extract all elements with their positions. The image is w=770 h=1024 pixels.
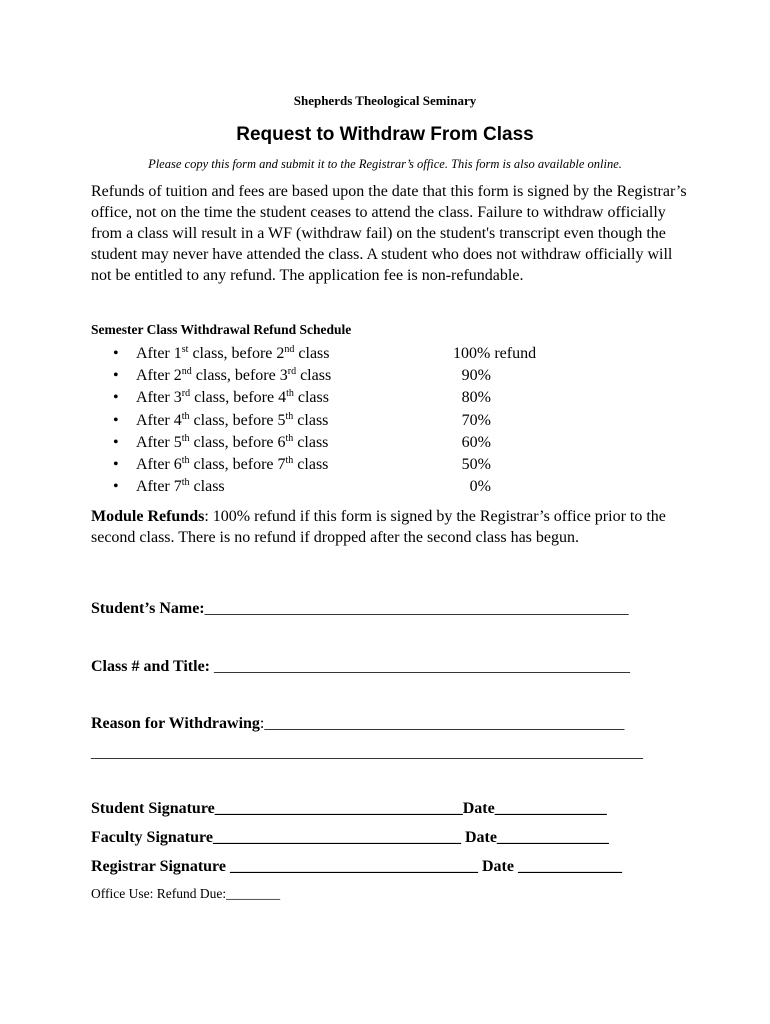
office-use-label: Office Use: Refund Due: (91, 886, 227, 901)
refund-schedule-condition: After 1st class, before 2nd class (136, 344, 330, 362)
refund-schedule-percent: 50% (461, 455, 491, 473)
refund-schedule-list (91, 345, 651, 500)
refund-schedule-row (91, 478, 651, 500)
student-signature-date-line[interactable]: ______________ (494, 800, 607, 817)
refund-schedule-percent: 80% (461, 389, 491, 407)
class-title-line[interactable]: ____________________________________________________ (210, 658, 630, 675)
refund-schedule-condition: After 2nd class, before 3rd class (136, 366, 332, 385)
refund-schedule-condition: After 3rd class, before 4th class (136, 388, 329, 407)
refund-schedule-condition: After 5th class, before 6th class (136, 432, 329, 451)
module-refunds-paragraph (91, 506, 671, 548)
refund-schedule-row (91, 345, 651, 367)
faculty-signature-date-line[interactable]: ______________ (496, 829, 609, 846)
refund-schedule-condition: After 6th class, before 7th class (136, 454, 329, 473)
reason-label: Reason for Withdrawing (91, 715, 260, 732)
faculty-signature-field[interactable] (91, 829, 609, 847)
refund-schedule-row (91, 412, 651, 434)
student-signature-date-label: Date (462, 800, 495, 817)
bullet-icon: • (113, 455, 119, 473)
registrar-signature-date-label: Date (477, 858, 514, 875)
reason-line-2[interactable]: _____________________________________________________________________ (91, 744, 643, 761)
reason-field[interactable] (91, 715, 624, 733)
refund-policy-paragraph: Refunds of tuition and fees are based upon the date that this form is signed by the Registrar’s office, not on the time the student ceases to attend the class. Failure to withdraw officially from a class will result in a WF (withdraw fail) on the student's transcript even though the student may never have attended the class. A student who does not withdraw officially will not be entitled to any refund. The application fee is non-refundable. (91, 183, 687, 284)
class-title-label: Class # and Title: (91, 658, 210, 675)
refund-schedule-heading: Semester Class Withdrawal Refund Schedule (91, 322, 352, 337)
student-name-field[interactable] (91, 600, 629, 618)
bullet-icon: • (113, 411, 119, 429)
bullet-icon: • (113, 478, 119, 496)
refund-schedule-percent: 70% (461, 411, 491, 429)
refund-schedule-row (91, 367, 651, 389)
office-use-field (91, 886, 280, 902)
student-name-line[interactable]: _____________________________________________________ (204, 600, 629, 617)
class-title-field[interactable] (91, 658, 630, 676)
refund-schedule-row (91, 434, 651, 456)
registrar-signature-label: Registrar Signature (91, 858, 226, 875)
student-signature-line[interactable]: _______________________________ (214, 800, 463, 817)
module-refunds-label: Module Refunds (91, 508, 205, 525)
refund-schedule-row (91, 456, 651, 478)
faculty-signature-label: Faculty Signature (91, 829, 213, 846)
bullet-icon: • (113, 433, 119, 451)
refund-schedule-percent: 60% (461, 433, 491, 451)
reason-colon: : (259, 715, 265, 732)
refund-schedule-percent: 90% (461, 367, 491, 385)
registrar-signature-field[interactable] (91, 858, 622, 876)
organization-name: Shepherds Theological Seminary (293, 93, 477, 108)
module-refunds-text: : 100% refund if this form is signed by the Registrar’s office prior to the second class. There is no refund if dropped after the second class has begun. (91, 508, 666, 546)
form-instructions: Please copy this form and submit it to the Registrar’s office. This form is also available online. (148, 157, 622, 171)
faculty-signature-line[interactable]: _______________________________ (212, 829, 461, 846)
office-use-line: ________ (226, 886, 281, 901)
student-signature-field[interactable] (91, 800, 607, 818)
registrar-signature-line[interactable]: _______________________________ (225, 858, 478, 875)
refund-schedule-condition: After 7th class (136, 477, 225, 496)
refund-schedule-percent: 0% (469, 478, 491, 496)
reason-line[interactable]: _____________________________________________ (264, 715, 625, 732)
student-name-label: Student’s Name: (91, 600, 205, 617)
refund-schedule-condition: After 4th class, before 5th class (136, 410, 329, 429)
bullet-icon: • (113, 367, 119, 385)
refund-schedule-row (91, 389, 651, 411)
bullet-icon: • (113, 389, 119, 407)
bullet-icon: • (113, 345, 119, 362)
faculty-signature-date-label: Date (460, 829, 497, 846)
registrar-signature-date-line[interactable]: _____________ (513, 858, 622, 875)
student-signature-label: Student Signature (91, 800, 215, 817)
refund-schedule-percent: 100% refund (453, 345, 537, 362)
form-title: Request to Withdraw From Class (236, 124, 534, 145)
